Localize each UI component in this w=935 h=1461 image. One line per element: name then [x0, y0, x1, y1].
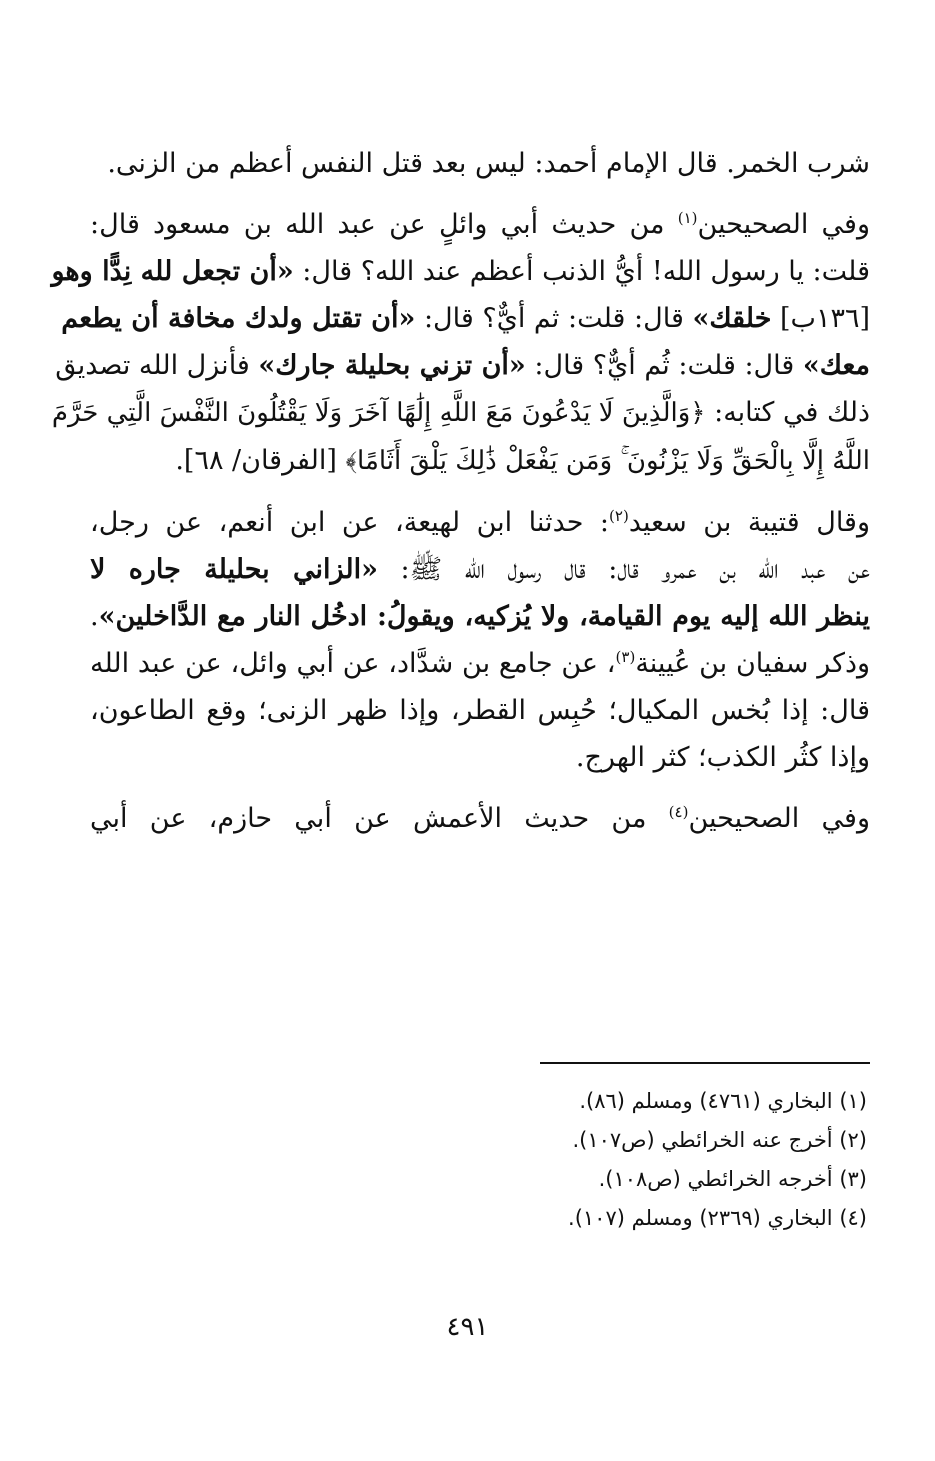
manuscript-ref: [١٣٦ب] — [771, 303, 870, 334]
text-line — [90, 499, 870, 546]
text-run: وفي الصحيحين — [697, 209, 870, 240]
text-run: من حديث الأعمش عن أبي حازم، عن أبي — [90, 803, 669, 834]
text-run: وفي الصحيحين — [688, 803, 870, 834]
quran-verse: اللَّهُ إِلَّا بِالْحَقِّ وَلَا يَزْنُونَ ۚ وَمَن يَفْعَلْ ذَٰلِكَ يَلْقَ أَثَامًا﴾ — [345, 446, 870, 476]
footnote-item: (٤) البخاري (٢٣٦٩) ومسلم (١٠٧). — [568, 1206, 867, 1230]
hadith-text: ينظر الله إليه يوم القيامة، ولا يُزكيه، ويقولُ: ادخُل النار مع الدَّاخلين» — [98, 601, 870, 632]
footnote-item: (١) البخاري (٤٧٦١) ومسلم (٨٦). — [579, 1089, 867, 1113]
text-run: . — [90, 601, 99, 632]
hadith-text: «أن تقتل ولدك مخافة أن يطعم — [61, 303, 416, 334]
text-run: من حديث أبي وائلٍ عن عبد الله بن مسعود قال: — [90, 209, 678, 240]
text-run: قال: قلت: ثم أيٌّ؟ قال: — [415, 303, 693, 334]
page-body — [51, 140, 871, 856]
text-line: وإذا كثُر الكذب؛ كثر الهرج. — [575, 742, 870, 773]
footnote-ref: (٣) — [615, 648, 636, 666]
text-run: ذلك في كتابه: — [705, 397, 870, 428]
footnote-item: (٢) أخرج عنه الخرائطي (ص١٠٧). — [572, 1128, 867, 1152]
text-line — [90, 437, 870, 485]
text-run: : حدثنا ابن لهيعة، عن ابن أنعم، عن رجل، — [90, 507, 610, 538]
paragraph-4 — [90, 795, 870, 842]
hadith-text: «أن تجعل لله نِدًّا وهو — [51, 256, 294, 287]
text-run: وقال قتيبة بن سعيد — [628, 507, 871, 538]
hadith-text: خلقك» — [692, 303, 772, 334]
footnote-ref: (٢) — [609, 507, 629, 525]
text-line — [55, 342, 870, 389]
footnote-ref: (١) — [677, 209, 698, 227]
quran-verse: ﴿وَالَّذِينَ لَا يَدْعُونَ مَعَ اللَّهِ إِلَٰهًا آخَرَ وَلَا يَقْتُلُونَ النَّفْسَ الَّتِي حَرَّمَ — [51, 398, 706, 428]
hadith-text: «الزاني بحليلة جاره لا — [90, 554, 379, 585]
hadith-text: «أن تزني بحليلة جارك» — [258, 350, 526, 381]
footnote-separator — [540, 1062, 870, 1064]
paragraph-1 — [90, 140, 870, 187]
text-line — [90, 546, 870, 593]
page-number: ٤٩١ — [446, 1312, 489, 1342]
text-line — [90, 795, 870, 842]
hadith-text: معك» — [802, 350, 870, 381]
footnote-ref: (٤) — [668, 803, 689, 821]
paragraph-2 — [51, 201, 870, 485]
paragraph-3 — [90, 499, 870, 781]
footnotes — [568, 1082, 867, 1238]
verse-reference: [الفرقان/ ٦٨]. — [175, 445, 346, 476]
text-line: شرب الخمر. قال الإمام أحمد: ليس بعد قتل النفس أعظم من الزنى. — [107, 148, 870, 179]
text-run: قال: قلت: ثُم أيٌّ؟ قال: — [525, 350, 803, 381]
text-line — [51, 248, 870, 295]
text-run: عن عبد الله بن عمرو قال: قال رسول الله ﷺ: — [378, 554, 870, 585]
text-line — [51, 389, 870, 437]
text-line — [90, 201, 870, 248]
text-line — [90, 640, 870, 687]
text-run: وذكر سفيان بن عُيينة — [635, 648, 871, 679]
text-line: قال: إذا بُخس المكيال؛ حُبِس القطر، وإذا ظهر الزنى؛ وقع الطاعون، — [90, 695, 870, 726]
text-line — [90, 593, 870, 640]
text-run: قلت: يا رسول الله! أيُّ الذنب أعظم عند الله؟ قال: — [293, 256, 870, 287]
footnote-item: (٣) أخرجه الخرائطي (ص١٠٨). — [598, 1167, 867, 1191]
text-run: فأنزل الله تصديق — [55, 350, 259, 381]
text-run: ، عن جامع بن شدَّاد، عن أبي وائل، عن عبد الله — [90, 648, 616, 679]
text-line — [61, 295, 870, 342]
